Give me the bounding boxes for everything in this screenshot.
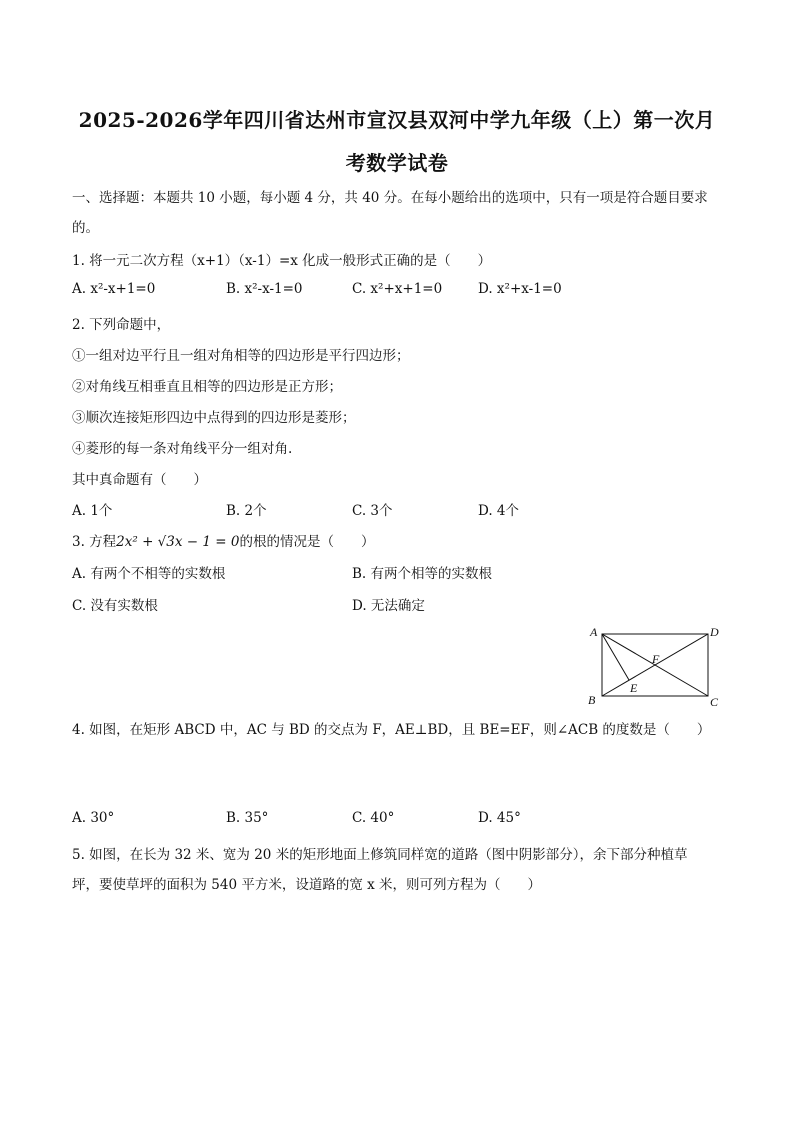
- exam-title-line2: 考数学试卷: [345, 151, 449, 175]
- question-1-option-b: B. x²-x-1=0: [226, 281, 303, 297]
- question-4-rectangle-figure: [584, 624, 724, 708]
- question-3-stem-after: 的根的情况是（ ）: [239, 534, 375, 550]
- question-1-option-d: D. x²+x-1=0: [478, 281, 562, 297]
- question-3-option-b: B. 有两个相等的实数根: [352, 566, 493, 582]
- label-c: C: [710, 695, 719, 708]
- label-a: A: [590, 625, 598, 639]
- label-b: B: [588, 693, 596, 707]
- question-5-stem-line2: 坪，要使草坪的面积为 540 平方米，设道路的宽 x 米，则可列方程为（ ）: [72, 877, 542, 893]
- question-2-stem: 2. 下列命题中，: [72, 317, 171, 333]
- question-2-option-c: C. 3个: [352, 503, 393, 519]
- question-2-item-3: ③顺次连接矩形四边中点得到的四边形是菱形；: [72, 410, 356, 426]
- question-2-item-4: ④菱形的每一条对角线平分一组对角.: [72, 441, 293, 457]
- question-2-option-d: D. 4个: [478, 503, 520, 519]
- question-2-ask: 其中真命题有（ ）: [72, 472, 207, 488]
- question-4-option-a: A. 30°: [72, 810, 115, 826]
- label-f: F: [652, 652, 660, 666]
- question-3-option-d: D. 无法确定: [352, 598, 425, 614]
- question-4-option-c: C. 40°: [352, 810, 395, 826]
- question-4-stem: 4. 如图，在矩形 ABCD 中，AC 与 BD 的交点为 F，AE⊥BD，且 BE=EF，则∠ACB 的度数是（ ）: [72, 722, 711, 738]
- question-1-option-a: A. x²-x+1=0: [72, 281, 156, 297]
- question-3-stem: [72, 530, 374, 550]
- question-4-option-b: B. 35°: [226, 810, 269, 826]
- question-2-option-a: A. 1个: [72, 503, 113, 519]
- question-4-option-d: D. 45°: [478, 810, 521, 826]
- question-3-equation: 2x² + √3x − 1 = 0: [116, 534, 240, 550]
- question-2-item-2: ②对角线互相垂直且相等的四边形是正方形；: [72, 379, 342, 395]
- question-3-stem-before: 3. 方程: [72, 534, 117, 550]
- question-1-option-c: C. x²+x+1=0: [352, 281, 443, 297]
- question-2-option-b: B. 2个: [226, 503, 267, 519]
- segment-ae: [602, 634, 629, 680]
- exam-title-line1: 2025-2026学年四川省达州市宣汉县双河中学九年级（上）第一次月: [78, 108, 716, 132]
- label-d: D: [710, 625, 719, 639]
- question-3-option-a: A. 有两个不相等的实数根: [72, 566, 226, 582]
- question-5-stem-line1: 5. 如图，在长为 32 米、宽为 20 米的矩形地面上修筑同样宽的道路（图中阴影部分），余下部分种植草: [72, 847, 688, 863]
- section-instructions-line2: 的。: [72, 220, 99, 236]
- question-1-stem: 1. 将一元二次方程（x+1）（x-1）=x 化成一般形式正确的是（ ）: [72, 253, 492, 269]
- section-instructions-line1: 一、选择题：本题共 10 小题，每小题 4 分，共 40 分。在每小题给出的选项中，只有一项是符合题目要求: [72, 190, 708, 206]
- label-e: E: [630, 681, 638, 695]
- question-3-option-c: C. 没有实数根: [72, 598, 158, 614]
- question-2-item-1: ①一组对边平行且一组对角相等的四边形是平行四边形；: [72, 348, 410, 364]
